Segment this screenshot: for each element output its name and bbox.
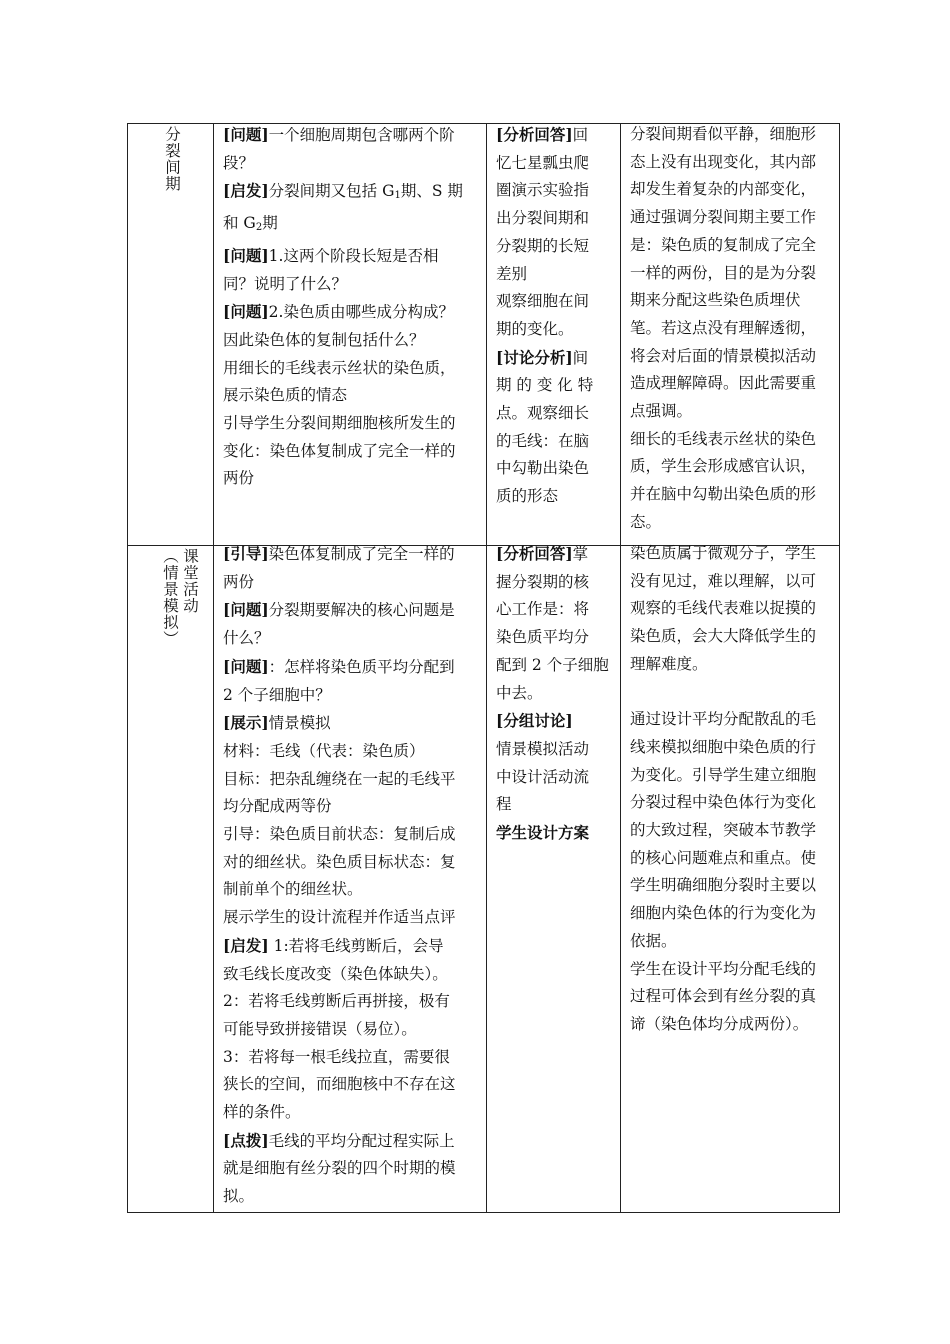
text-line: [496, 680, 618, 708]
text-line: [496, 624, 618, 652]
text-line: [630, 540, 838, 568]
text-run: 染色质平均分: [496, 628, 590, 647]
text-line: [630, 706, 838, 734]
row1-student-activity: [496, 121, 618, 511]
text-line: [223, 121, 483, 150]
bold-tag: [问题]: [223, 245, 269, 265]
text-run: 分裂期要解决的核心问题是: [268, 601, 455, 620]
text-run: 什么？: [223, 629, 270, 648]
text-run: 分裂间期看似平静，细胞形: [630, 125, 817, 143]
text-run: 2：若将毛线剪断后再拼接，极有: [223, 992, 450, 1011]
text-line: [223, 988, 483, 1016]
text-line: [630, 623, 838, 651]
text-run: 观察细胞在间: [496, 292, 590, 311]
text-line: [496, 205, 618, 233]
text-line: [630, 956, 838, 984]
text-line: [630, 287, 838, 315]
text-run: 染色体复制成了完全一样的: [268, 545, 455, 563]
text-line: [496, 150, 618, 178]
text-run: 2 个子细胞中？: [223, 685, 331, 704]
text-line: [223, 849, 483, 877]
text-run: 笔。若这点没有理解透彻，: [630, 318, 817, 337]
text-line: [496, 819, 618, 848]
bold-tag: [问题]: [223, 600, 269, 620]
text-run: 分裂期的长短: [496, 236, 590, 255]
text-run: 均分配成两等份: [223, 797, 332, 816]
row2-design-intent: [630, 540, 838, 1039]
text-line: [630, 817, 838, 845]
text-run: 可能导致拼接错误（易位）。: [223, 1019, 417, 1038]
text-line: [630, 1011, 838, 1039]
text-line: [496, 316, 618, 344]
text-run: 却发生着复杂的内部变化，: [630, 180, 817, 199]
text-run: 依据。: [630, 931, 677, 950]
text-line: [496, 372, 618, 400]
text-run: 谛（染色体均分成两份）。: [630, 1014, 809, 1033]
text-run: 因此染色体的复制包括什么？: [223, 330, 425, 349]
text-line: [223, 438, 483, 466]
text-run: 情景模拟活动: [496, 739, 590, 758]
text-line: [630, 232, 838, 260]
text-line: [630, 595, 838, 623]
text-run: 情景模拟: [268, 714, 331, 733]
text-run: 染色质属于微观分子，学生: [630, 544, 817, 562]
row2-stage-label: 课堂活动: [181, 548, 199, 614]
text-run: 期: [262, 214, 278, 233]
text-run: 对的细丝状。染色质目标状态：复: [223, 852, 456, 871]
text-run: 通过设计平均分配散乱的毛: [630, 710, 817, 729]
text-line: [630, 679, 838, 707]
text-line: [630, 149, 838, 177]
text-run: 质，学生会形成感官认识，: [630, 457, 817, 476]
text-line: [630, 453, 838, 481]
text-run: 1.这两个阶段长短是否相: [268, 246, 439, 265]
text-line: [223, 625, 483, 653]
column-divider: [213, 124, 214, 1212]
text-run: 两份: [223, 572, 255, 591]
text-line: [496, 261, 618, 289]
text-run: 通过强调分裂间期主要工作: [630, 208, 817, 227]
text-line: [496, 540, 618, 569]
text-line: [630, 734, 838, 762]
text-run: 拟。: [223, 1187, 255, 1206]
text-run: 忆七星瓢虫爬: [496, 153, 590, 172]
text-line: [496, 483, 618, 511]
text-run: 态。: [630, 512, 662, 531]
text-line: [630, 481, 838, 509]
text-run: 毛线的平均分配过程实际上: [268, 1131, 455, 1150]
text-run: 展示学生的设计流程并作适当点评: [223, 908, 456, 927]
bold-tag: [问题]: [223, 656, 269, 676]
text-run: 学生明确细胞分裂时主要以: [630, 876, 817, 895]
text-line: [630, 398, 838, 426]
text-run: 的核心问题难点和重点。使: [630, 848, 817, 867]
text-run: 2: [255, 222, 263, 234]
text-run: 材料：毛线（代表：染色质）: [223, 741, 425, 760]
text-run: 并在脑中勾勒出染色质的形: [630, 485, 817, 504]
text-line: [630, 568, 838, 596]
text-run: 1:若将毛线剪断后，会导: [268, 936, 444, 955]
text-line: [223, 821, 483, 849]
bold-tag: [分组讨论]: [496, 711, 573, 731]
text-line: [223, 738, 483, 766]
text-run: 制前单个的细丝状。: [223, 880, 363, 899]
text-run: 配到 2 个子细胞: [496, 655, 609, 674]
text-line: [223, 569, 483, 597]
text-run: 3：若将每一根毛线拉直，需要很: [223, 1047, 450, 1066]
text-run: 期、S 期: [400, 182, 463, 201]
text-line: [223, 653, 483, 682]
text-line: [223, 540, 483, 569]
text-line: [223, 150, 483, 178]
text-run: 是：染色质的复制成了完全: [630, 235, 817, 254]
text-line: [223, 1155, 483, 1183]
text-run: 一样的两份，目的是为分裂: [630, 263, 817, 282]
text-line: [496, 791, 618, 819]
text-line: [223, 327, 483, 355]
text-line: [496, 652, 618, 680]
text-run: 掌: [572, 545, 589, 563]
text-run: 学生在设计平均分配毛线的: [630, 959, 817, 978]
text-run: 的大致过程，突破本节教学: [630, 821, 817, 840]
text-run: 质的形态: [496, 487, 559, 506]
text-line: [630, 983, 838, 1011]
text-run: 期来分配这些染色质埋伏: [630, 291, 801, 310]
text-run: 引导：染色质目前状态：复制后成: [223, 825, 456, 844]
bold-tag: [引导]: [223, 544, 269, 563]
text-run: 理解难度。: [630, 654, 708, 673]
text-run: 2.染色质由哪些成分构成？: [268, 303, 454, 322]
text-line: [223, 465, 483, 493]
text-line: [223, 355, 483, 383]
text-run: 过程可体会到有丝分裂的真: [630, 987, 817, 1006]
text-run: 圈演示实验指: [496, 181, 590, 200]
text-line: [630, 845, 838, 873]
text-line: [223, 1099, 483, 1127]
text-line: [630, 370, 838, 398]
bold-tag: [启发]: [223, 935, 269, 955]
text-line: [223, 382, 483, 410]
text-line: [223, 271, 483, 299]
text-run: 心工作是：将: [496, 600, 590, 619]
text-line: [223, 1183, 483, 1211]
bold-tag: [问题]: [223, 302, 269, 322]
text-line: [223, 793, 483, 821]
text-line: [223, 1044, 483, 1072]
text-run: 态上没有出现变化，其内部: [630, 152, 817, 171]
text-line: [496, 400, 618, 428]
text-run: 程: [496, 795, 512, 814]
text-run: 分裂间期又包括 G: [268, 182, 395, 201]
text-run: 握分裂期的核: [496, 572, 590, 591]
text-line: [496, 736, 618, 764]
text-run: 差别: [496, 264, 528, 283]
text-run: 致毛线长度改变（染色体缺失）。: [223, 964, 448, 983]
text-run: 的毛线：在脑: [496, 431, 590, 450]
row2-stage-sublabel: （情景模拟）: [161, 548, 179, 647]
text-run: 就是细胞有丝分裂的四个时期的模: [223, 1159, 456, 1178]
bold-tag: [启发]: [223, 181, 269, 201]
text-line: [496, 569, 618, 597]
bold-tag: [分析回答]: [496, 125, 573, 144]
text-line: [630, 426, 838, 454]
text-line: [496, 596, 618, 624]
text-run: 分裂过程中染色体行为变化: [630, 793, 817, 812]
text-run: 细胞内染色体的行为变化为: [630, 904, 817, 923]
column-divider: [486, 124, 487, 1212]
text-run: 间: [572, 348, 589, 367]
lesson-plan-table: [127, 123, 840, 1213]
text-run: 两份: [223, 469, 255, 488]
text-run: 出分裂间期和: [496, 209, 590, 228]
text-run: 目标：把杂乱缠绕在一起的毛线平: [223, 769, 456, 788]
text-run: 段？: [223, 153, 255, 172]
text-run: 用细长的毛线表示丝状的染色质，: [223, 358, 456, 377]
text-run: 一个细胞周期包含哪两个阶: [268, 126, 455, 144]
text-run: 没有见过，难以理解，以可: [630, 571, 817, 590]
text-run: 染色质，会大大降低学生的: [630, 627, 817, 646]
text-line: [223, 596, 483, 625]
text-run: 变化：染色体复制成了完全一样的: [223, 441, 456, 460]
text-line: [223, 876, 483, 904]
text-run: 中勾勒出染色: [496, 459, 590, 478]
text-line: [223, 904, 483, 932]
text-run: 点。观察细长: [496, 404, 590, 423]
bold-tag: [展示]: [223, 713, 269, 733]
text-line: [630, 204, 838, 232]
text-line: [630, 651, 838, 679]
text-line: [496, 288, 618, 316]
text-run: 狭长的空间，而细胞核中不存在这: [223, 1075, 456, 1094]
text-run: 和 G: [223, 214, 256, 233]
text-line: [496, 121, 618, 150]
text-line: [223, 766, 483, 794]
text-line: [496, 344, 618, 373]
text-run: 将会对后面的情景模拟活动: [630, 346, 817, 365]
text-line: [630, 121, 838, 149]
bold-tag: [分析回答]: [496, 544, 573, 563]
text-run: 中去。: [496, 683, 543, 702]
text-line: [223, 1016, 483, 1044]
bold-tag: [问题]: [223, 125, 269, 144]
text-line: [223, 682, 483, 710]
text-line: [223, 709, 483, 738]
text-line: [630, 315, 838, 343]
text-run: 期的变化。: [496, 319, 574, 338]
text-line: [630, 900, 838, 928]
text-line: [630, 928, 838, 956]
text-line: [496, 233, 618, 261]
text-line: [223, 242, 483, 271]
text-run: 细长的毛线表示丝状的染色: [630, 429, 817, 448]
text-run: 点强调。: [630, 402, 693, 421]
text-run: 中设计活动流: [496, 767, 590, 786]
bold-tag: [讨论分析]: [496, 347, 573, 367]
bold-tag: [点拨]: [223, 1130, 269, 1150]
text-run: 1: [394, 190, 401, 202]
text-line: [496, 428, 618, 456]
text-line: [630, 176, 838, 204]
row2-student-activity: [496, 540, 618, 848]
text-line: [223, 1127, 483, 1156]
text-run: ：怎样将染色质平均分配到: [268, 657, 455, 676]
text-line: [630, 509, 838, 537]
text-line: [496, 177, 618, 205]
text-line: [223, 177, 483, 210]
text-line: [223, 410, 483, 438]
text-run: 观察的毛线代表难以捉摸的: [630, 599, 817, 618]
text-run: 造成理解障碍。因此需要重: [630, 374, 817, 393]
text-run: 线来模拟细胞中染色质的行: [630, 737, 817, 756]
row1-design-intent: [630, 121, 838, 537]
text-run: 展示染色质的情态: [223, 386, 348, 405]
text-line: [496, 764, 618, 792]
bold-tag: 学生设计方案: [496, 823, 590, 843]
text-line: [223, 1071, 483, 1099]
text-run: 样的条件。: [223, 1103, 301, 1122]
text-line: [223, 210, 483, 242]
column-divider: [620, 124, 621, 1212]
text-line: [630, 789, 838, 817]
text-line: [496, 455, 618, 483]
text-line: [223, 961, 483, 989]
text-line: [223, 298, 483, 327]
text-line: [496, 707, 618, 736]
row2-teacher-activity: [223, 540, 483, 1211]
text-line: [223, 932, 483, 961]
text-run: 回: [572, 126, 589, 144]
text-line: [630, 343, 838, 371]
text-line: [630, 872, 838, 900]
text-run: 期 的 变 化 特: [496, 376, 594, 395]
row1-teacher-activity: [223, 121, 483, 493]
text-line: [630, 762, 838, 790]
text-line: [630, 260, 838, 288]
text-run: 为变化。引导学生建立细胞: [630, 765, 817, 784]
text-run: 同？说明了什么？: [223, 274, 348, 293]
text-run: 引导学生分裂间期细胞核所发生的: [223, 414, 456, 433]
row1-stage-label: 分裂间期: [163, 126, 181, 192]
